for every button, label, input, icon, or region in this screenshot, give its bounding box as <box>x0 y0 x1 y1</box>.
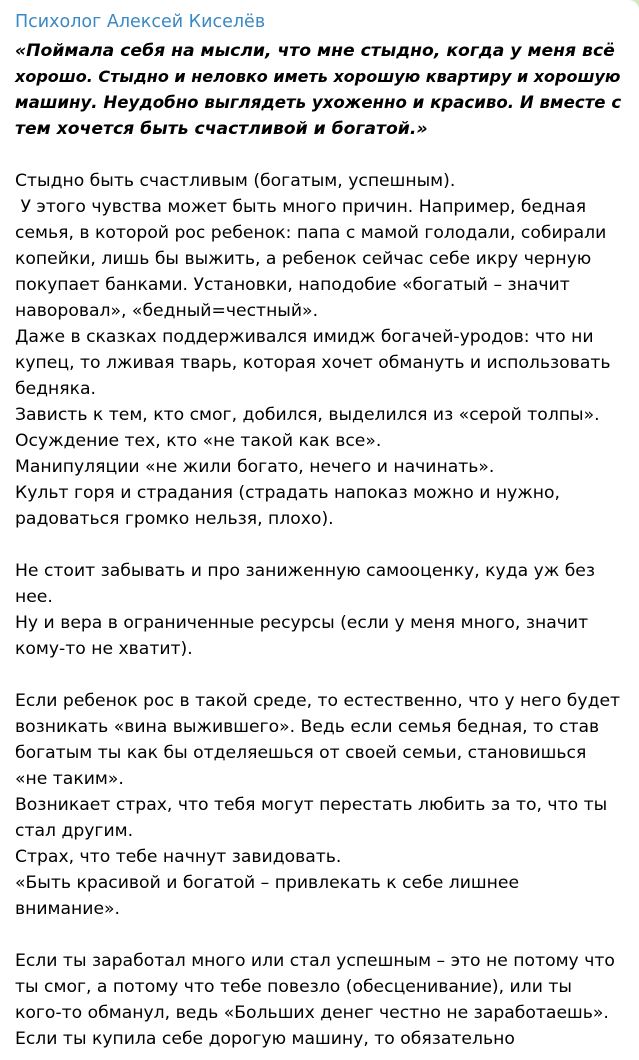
text-line: Культ горя и страдания (страдать напоказ можно и нужно, <box>15 483 560 503</box>
message-paragraph-3 <box>15 688 625 922</box>
message-paragraph-4 <box>15 948 625 1052</box>
text-line: нее. <box>15 587 53 607</box>
text-line: кого-то обманул, ведь «Больших денег честно не заработаешь». <box>15 1003 609 1023</box>
text-line: покупает банками. Установки, наподобие «богатый – значит <box>15 275 570 295</box>
text-line: Даже в сказках поддерживался имидж богачей-уродов: что ни <box>15 327 594 347</box>
text-line: Если ты купила себе дорогую машину, то обязательно <box>15 1029 515 1049</box>
text-line: Возникает страх, что тебя могут перестать любить за то, что ты <box>15 795 608 815</box>
text-line: бедняка. <box>15 379 97 399</box>
text-line: Осуждение тех, кто «не такой как все». <box>15 431 382 451</box>
message-paragraph-1 <box>15 168 625 532</box>
paragraph-gap <box>15 922 625 948</box>
text-line: ты смог, а потому что тебе повезло (обесценивание), или ты <box>15 977 572 997</box>
text-line: кому-то не хватит). <box>15 639 193 659</box>
text-line: Страх, что тебе начнут завидовать. <box>15 847 342 867</box>
message-quote <box>15 38 625 142</box>
quote-line: тем хочется быть счастливой и богатой.» <box>15 119 428 139</box>
text-line: Зависть к тем, кто смог, добился, выделился из «серой толпы». <box>15 405 600 425</box>
text-line: богатым ты как бы отделяешься от своей семьи, становишься <box>15 743 587 763</box>
text-line: наворовал», «бедный=честный». <box>15 301 319 321</box>
message-paragraph-2 <box>15 558 625 662</box>
text-line: У этого чувства может быть много причин. Например, бедная <box>15 197 587 217</box>
text-line: стал другим. <box>15 821 134 841</box>
quote-line: «Поймала себя на мысли, что мне стыдно, когда у меня всё <box>15 41 615 61</box>
text-line: Стыдно быть счастливым (богатым, успешным). <box>15 171 456 191</box>
text-line: «Быть красивой и богатой – привлекать к себе лишнее <box>15 873 520 893</box>
quote-line: хорошо. Стыдно и неловко иметь хорошую квартиру и хорошую <box>15 67 621 86</box>
text-line: Не стоит забывать и про заниженную самооценку, куда уж без <box>15 561 596 581</box>
text-line: Если ребенок рос в такой среде, то естественно, что у него будет <box>15 691 621 711</box>
text-line: Ну и вера в ограниченные ресурсы (если у меня много, значит <box>15 613 589 633</box>
text-line: семья, в которой рос ребенок: папа с мамой голодали, собирали <box>15 223 607 243</box>
text-line: радоваться громко нельзя, плохо). <box>15 509 334 529</box>
text-line: «не таким». <box>15 769 124 789</box>
text-line: возникать «вина выжившего». Ведь если семья бедная, то став <box>15 717 600 737</box>
text-line: копейки, лишь бы выжить, а ребенок сейчас себе икру черную <box>15 249 592 269</box>
text-line: Манипуляции «не жили богато, нечего и начинать». <box>15 457 495 477</box>
channel-author-name[interactable]: Психолог Алексей Киселёв <box>15 12 266 32</box>
text-line: Если ты заработал много или стал успешным – это не потому что <box>15 951 615 971</box>
quote-line: машину. Неудобно выглядеть ухоженно и красиво. И вместе с <box>15 93 622 112</box>
paragraph-gap <box>15 532 625 558</box>
paragraph-gap <box>15 662 625 688</box>
text-line: внимание». <box>15 899 120 919</box>
text-line: купец, то лживая тварь, которая хочет обмануть и использовать <box>15 353 611 373</box>
